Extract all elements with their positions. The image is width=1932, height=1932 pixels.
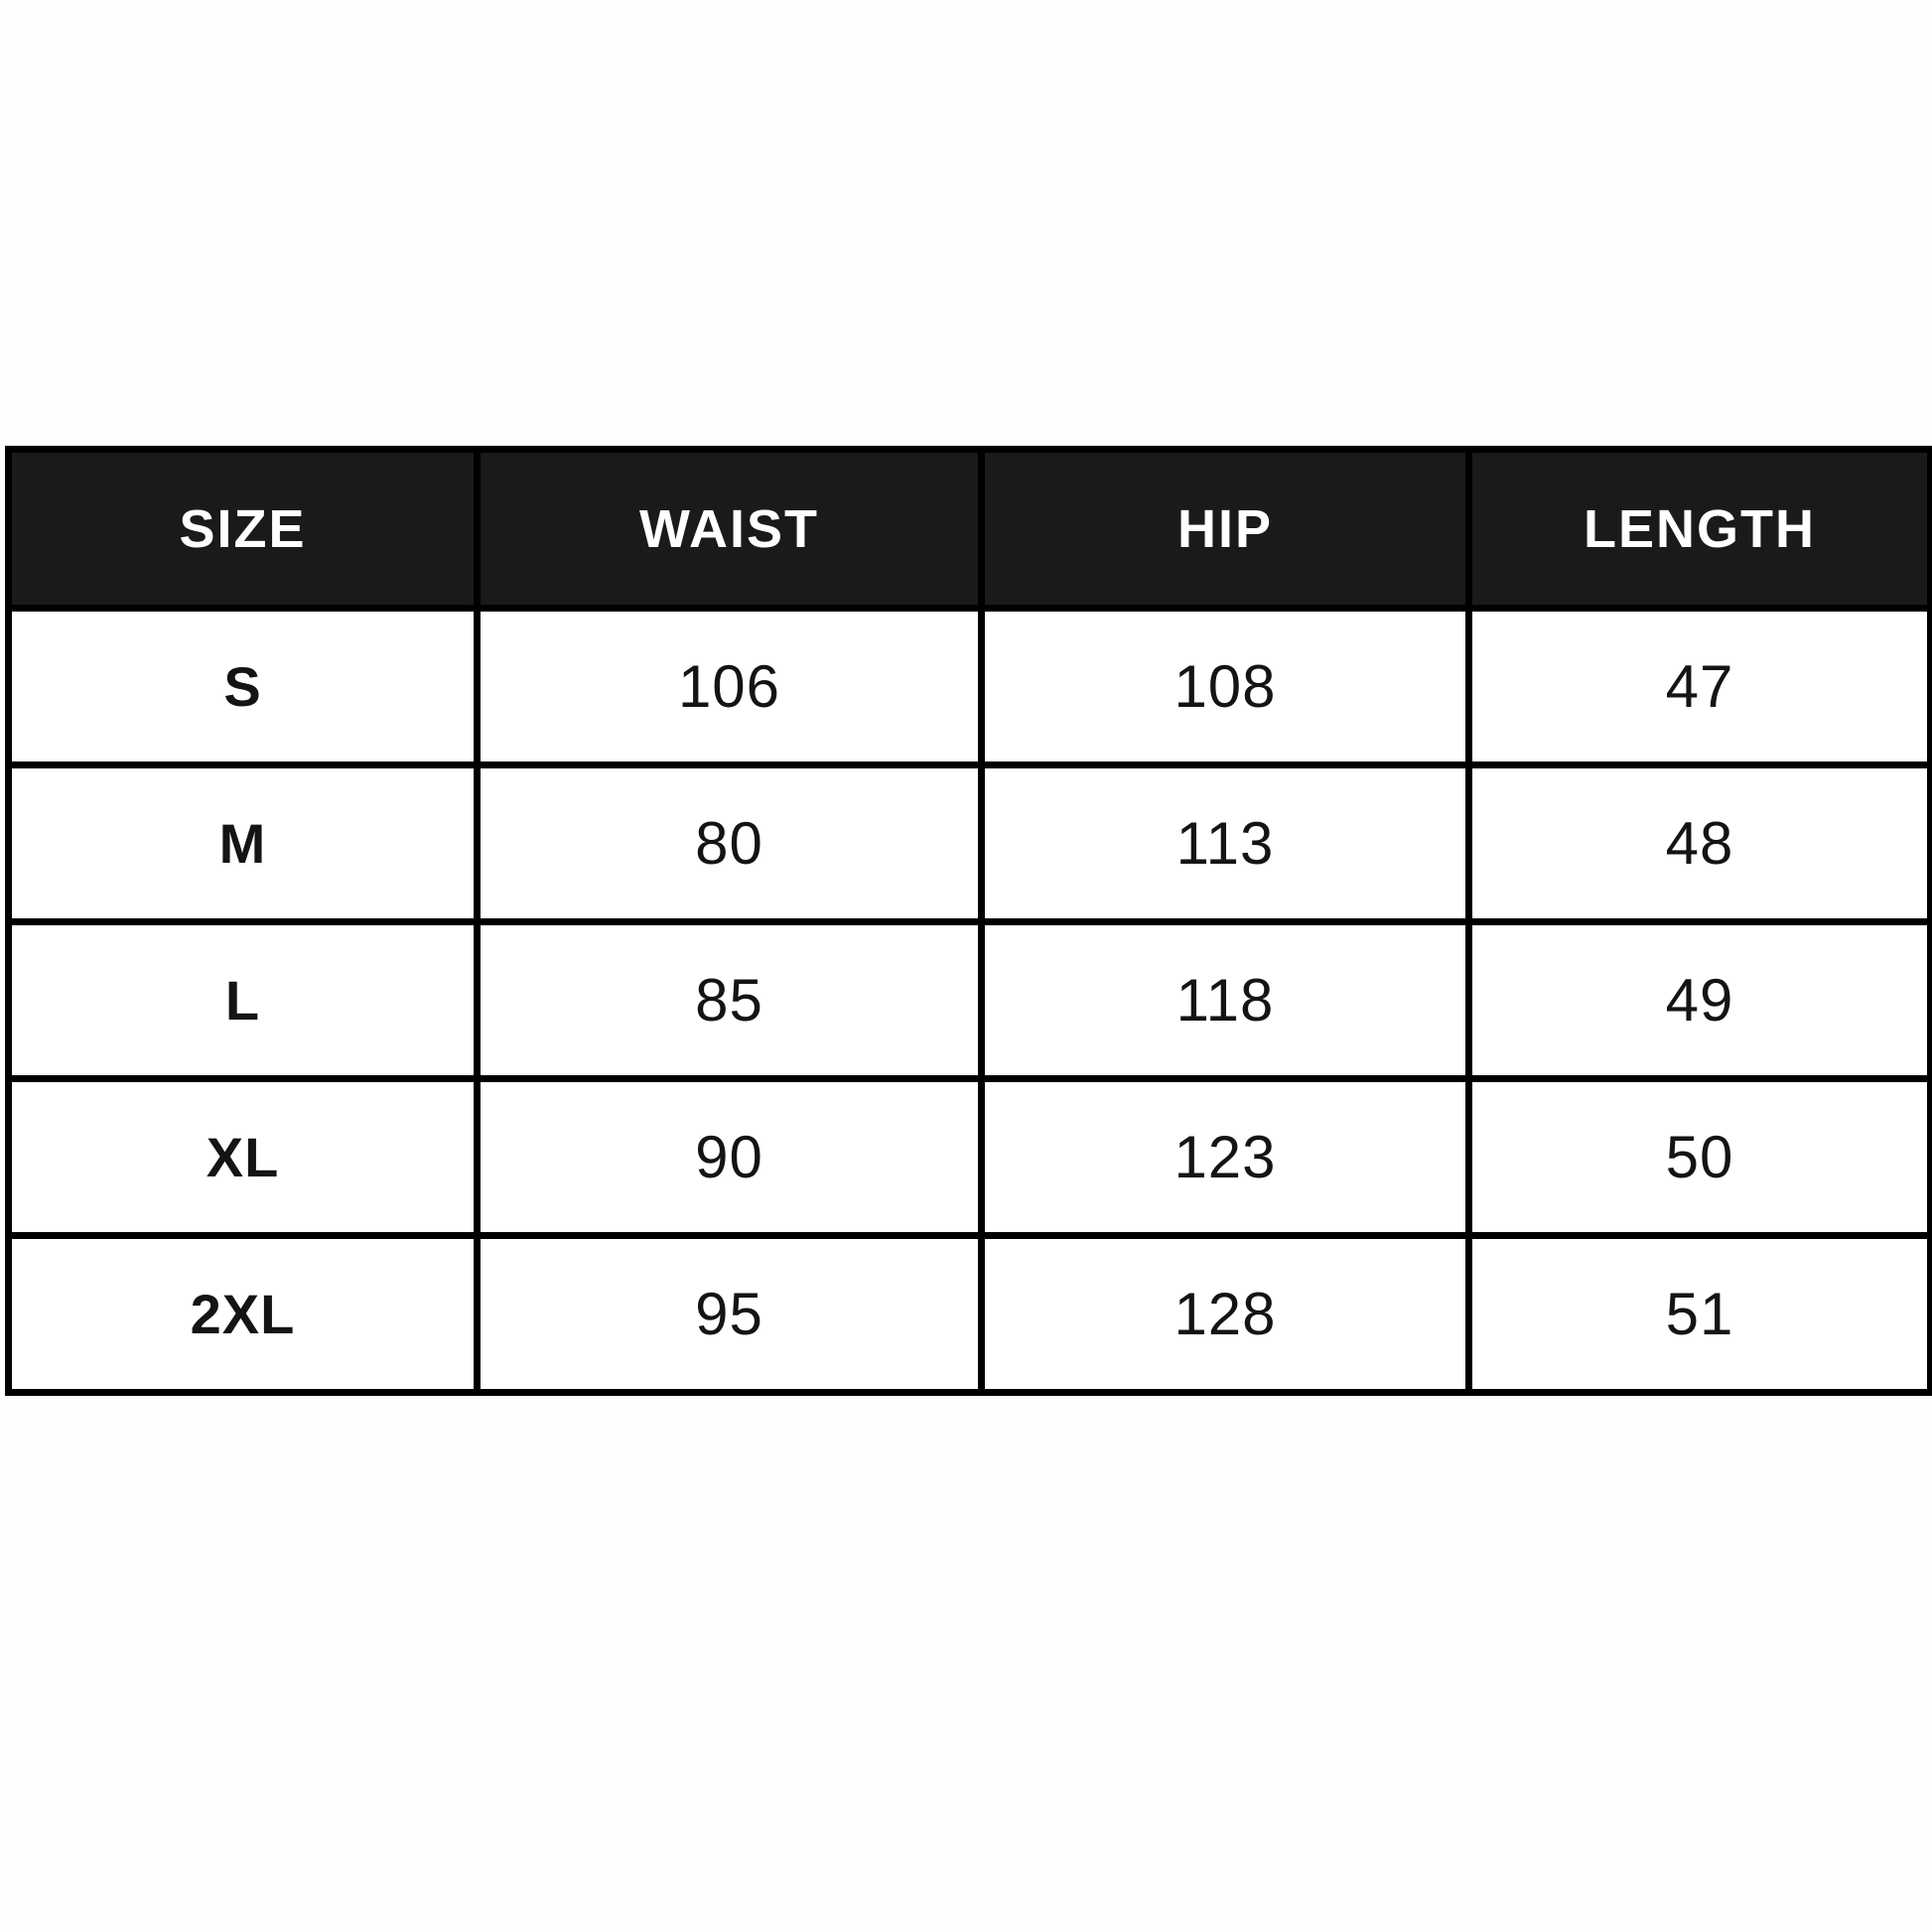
- length-cell: 50: [1469, 1079, 1931, 1236]
- size-cell: M: [9, 765, 478, 922]
- table-row-s: [9, 609, 1931, 765]
- column-header-waist: WAIST: [478, 450, 982, 609]
- table-row-2xl: [9, 1236, 1931, 1393]
- length-cell: 51: [1469, 1236, 1931, 1393]
- column-header-hip: HIP: [982, 450, 1469, 609]
- length-cell: 47: [1469, 609, 1931, 765]
- waist-cell: 80: [478, 765, 982, 922]
- waist-cell: 90: [478, 1079, 982, 1236]
- length-cell: 49: [1469, 922, 1931, 1079]
- size-cell: XL: [9, 1079, 478, 1236]
- size-cell: S: [9, 609, 478, 765]
- waist-cell: 106: [478, 609, 982, 765]
- hip-cell: 108: [982, 609, 1469, 765]
- table-row-m: [9, 765, 1931, 922]
- header-row: [9, 450, 1931, 609]
- length-cell: 48: [1469, 765, 1931, 922]
- column-header-length: LENGTH: [1469, 450, 1931, 609]
- hip-cell: 118: [982, 922, 1469, 1079]
- hip-cell: 113: [982, 765, 1469, 922]
- hip-cell: 123: [982, 1079, 1469, 1236]
- waist-cell: 95: [478, 1236, 982, 1393]
- size-chart-table: [5, 446, 1932, 1396]
- table-row-xl: [9, 1079, 1931, 1236]
- size-cell: L: [9, 922, 478, 1079]
- size-cell: 2XL: [9, 1236, 478, 1393]
- table-row-l: [9, 922, 1931, 1079]
- hip-cell: 128: [982, 1236, 1469, 1393]
- waist-cell: 85: [478, 922, 982, 1079]
- column-header-size: SIZE: [9, 450, 478, 609]
